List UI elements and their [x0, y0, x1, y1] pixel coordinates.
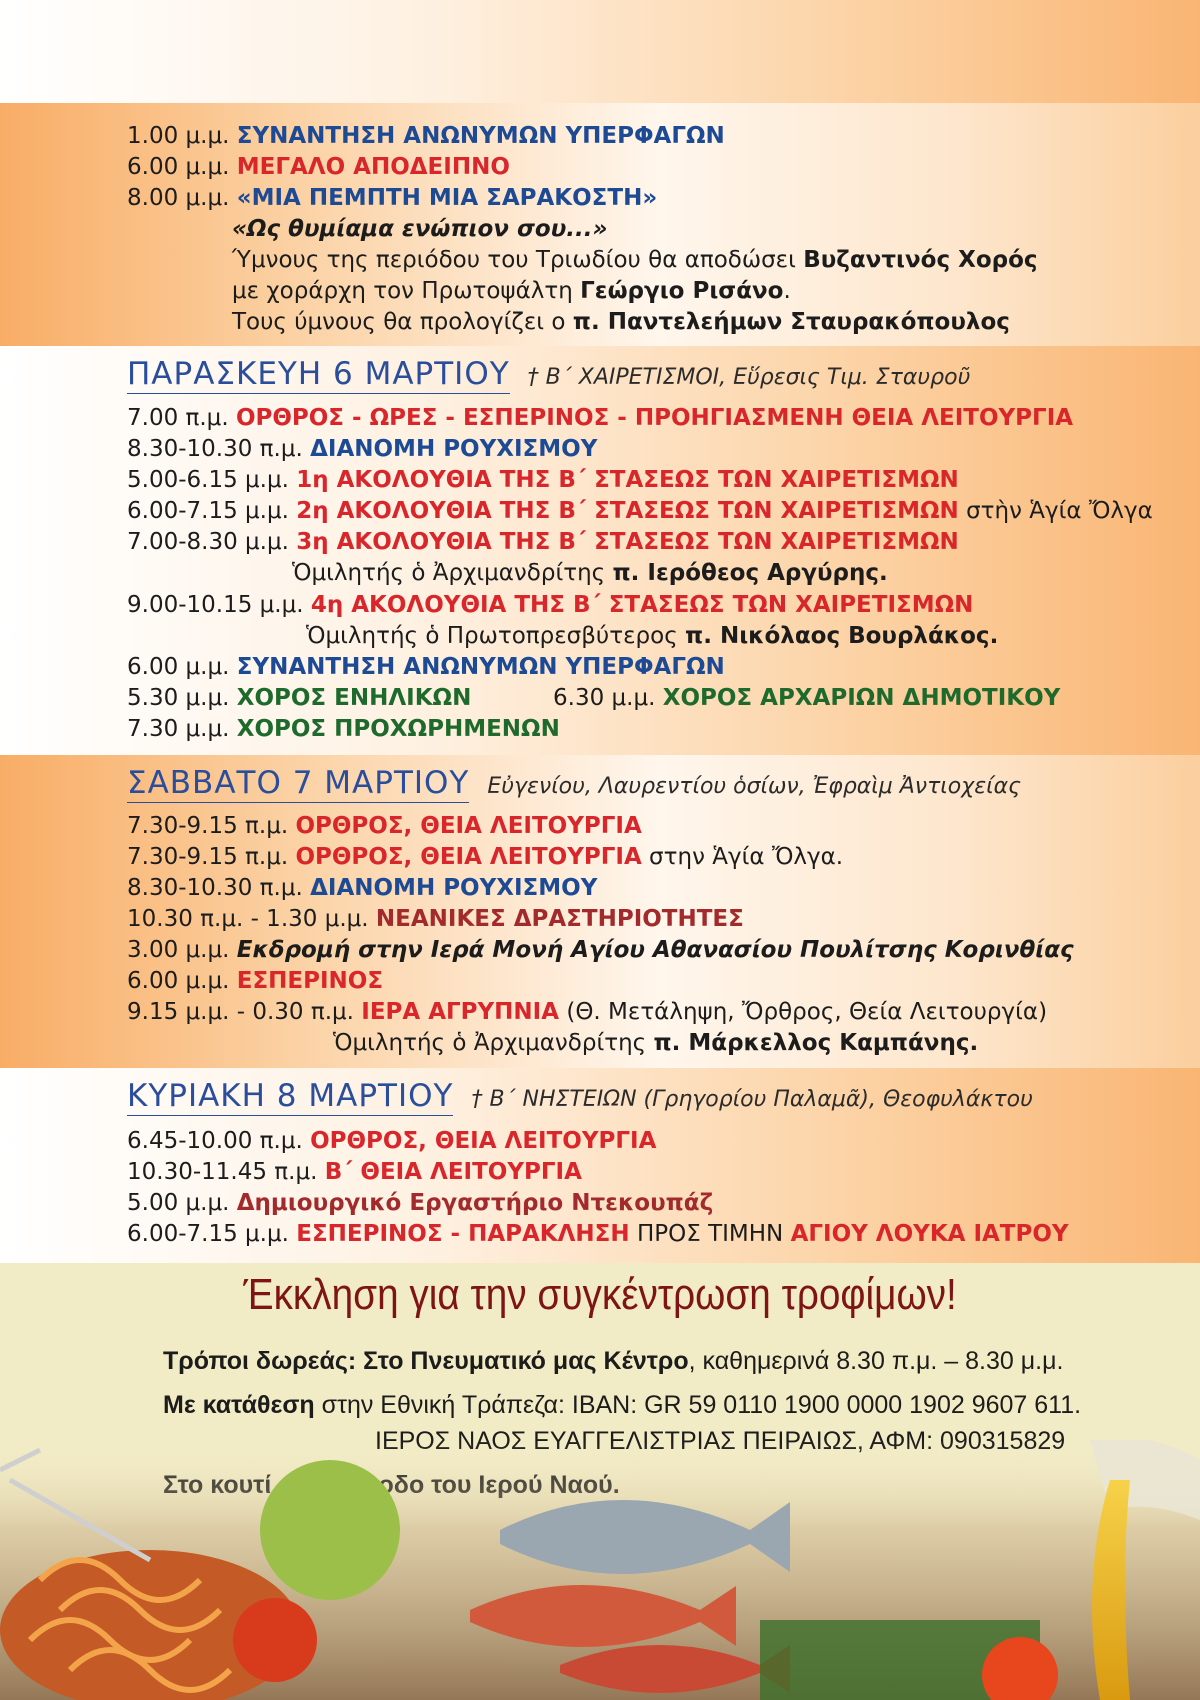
friday-item-2: 8.30-10.30 π.μ. ΔΙΑΝΟΜΗ ΡΟΥΧΙΣΜΟΥ	[127, 436, 598, 462]
thursday-item-1: 1.00 μ.μ. ΣΥΝΑΝΤΗΣΗ ΑΝΩΝΥΜΩΝ ΥΠΕΡΦΑΓΩΝ	[127, 123, 725, 149]
thursday-item-3: 8.00 μ.μ. «ΜΙΑ ΠΕΜΠΤΗ ΜΙΑ ΣΑΡΑΚΟΣΤΗ»	[127, 185, 658, 211]
appeal-title: Έκκληση για την συγκέντρωση τροφίμων!	[243, 1270, 957, 1319]
sunday-item-3: 5.00 μ.μ. Δημιουργικό Εργαστήριο Ντεκουπάζ	[127, 1190, 714, 1216]
friday-title: ΠΑΡΑΣΚΕΥΗ 6 ΜΑΡΤΙΟΥ	[127, 356, 510, 392]
sunday-feast: † Β΄ ΝΗΣΤΕΙΩΝ (Γρηγορίου Παλαμᾶ), Θεοφυλάκτου	[471, 1087, 1033, 1112]
saturday-header	[127, 765, 1021, 801]
saturday-speaker: Ὁμιλητής ὁ Ἀρχιμανδρίτης π. Μάρκελλος Καμπάνης.	[333, 1030, 979, 1056]
saturday-item-4: 10.30 π.μ. - 1.30 μ.μ. ΝΕΑΝΙΚΕΣ ΔΡΑΣΤΗΡΙΟΤΗΤΕΣ	[127, 906, 744, 932]
saturday-item-2: 7.30-9.15 π.μ. ΟΡΘΡΟΣ, ΘΕΙΑ ΛΕΙΤΟΥΡΓΙΑ στην Ἁγία Ὄλγα.	[127, 844, 844, 870]
friday-item-6: 9.00-10.15 μ.μ. 4η ΑΚΟΛΟΥΘΙΑ ΤΗΣ Β΄ ΣΤΑΣΕΩΣ ΤΩΝ ΧΑΙΡΕΤΙΣΜΩΝ	[127, 592, 974, 618]
sunday-item-2: 10.30-11.45 π.μ. Β΄ ΘΕΙΑ ΛΕΙΤΟΥΡΓΙΑ	[127, 1159, 582, 1185]
sunday-header	[127, 1078, 1033, 1114]
top-band	[0, 0, 1200, 103]
friday-item-10: 7.30 μ.μ. ΧΟΡΟΣ ΠΡΟΧΩΡΗΜΕΝΩΝ	[127, 716, 560, 742]
friday-item-1: 7.00 π.μ. ΟΡΘΡΟΣ - ΩΡΕΣ - ΕΣΠΕΡΙΝΟΣ - ΠΡΟΗΓΙΑΣΜΕΝΗ ΘΕΙΑ ΛΕΙΤΟΥΡΓΙΑ	[127, 405, 1074, 431]
friday-speaker-1: Ὁμιλητής ὁ Ἀρχιμανδρίτης π. Ιερόθεος Αργύρης.	[292, 560, 888, 586]
friday-feast: † Β΄ ΧΑΙΡΕΤΙΣΜΟΙ, Εὕρεσις Τιμ. Σταυροῦ	[527, 365, 971, 390]
food-illustration	[0, 1440, 1200, 1700]
tomato	[233, 1598, 317, 1682]
saturday-feast: Εὐγενίου, Λαυρεντίου ὁσίων, Ἐφραὶμ Ἀντιοχείας	[487, 774, 1021, 799]
friday-item-5: 7.00-8.30 μ.μ. 3η ΑΚΟΛΟΥΘΙΑ ΤΗΣ Β΄ ΣΤΑΣΕΩΣ ΤΩΝ ΧΑΙΡΕΤΙΣΜΩΝ	[127, 529, 959, 555]
thursday-quote: «Ως θυμίαμα ενώπιον σου...»	[232, 216, 608, 242]
friday-item-9: 6.30 μ.μ. ΧΟΡΟΣ ΑΡΧΑΡΙΩΝ ΔΗΜΟΤΙΚΟΥ	[553, 685, 1061, 711]
appeal-line-2: Με κατάθεση στην Εθνική Τράπεζα: IBAN: GR 59 0110 1900 0000 1902 9607 611.	[163, 1391, 1082, 1419]
friday-item-8: 5.30 μ.μ. ΧΟΡΟΣ ΕΝΗΛΙΚΩΝ	[127, 685, 472, 711]
friday-item-7: 6.00 μ.μ. ΣΥΝΑΝΤΗΣΗ ΑΝΩΝΥΜΩΝ ΥΠΕΡΦΑΓΩΝ	[127, 654, 725, 680]
appeal-line-1: Τρόποι δωρεάς: Στο Πνευματικό μας Κέντρο, καθημερινά 8.30 π.μ. – 8.30 μ.μ.	[163, 1347, 1064, 1375]
saturday-item-7: 9.15 μ.μ. - 0.30 π.μ. ΙΕΡΑ ΑΓΡΥΠΝΙΑ (Θ. Μετάληψη, Ὄρθρος, Θεία Λειτουργία)	[127, 999, 1048, 1025]
saturday-item-1: 7.30-9.15 π.μ. ΟΡΘΡΟΣ, ΘΕΙΑ ΛΕΙΤΟΥΡΓΙΑ	[127, 813, 642, 839]
sunday-item-4: 6.00-7.15 μ.μ. ΕΣΠΕΡΙΝΟΣ - ΠΑΡΑΚΛΗΣΗ ΠΡΟΣ ΤΙΜΗΝ ΑΓΙΟΥ ΛΟΥΚΑ ΙΑΤΡΟΥ	[127, 1221, 1069, 1247]
thursday-detail-2: με χοράρχη τον Πρωτοψάλτη Γεώργιο Ρισάνο.	[232, 278, 791, 304]
friday-speaker-2: Ὁμιλητής ὁ Πρωτοπρεσβύτερος π. Νικόλαος Βουρλάκος.	[306, 623, 999, 649]
thursday-detail-3: Τους ύμνους θα προλογίζει ο π. Παντελεήμων Σταυρακόπουλος	[232, 309, 1010, 335]
sunday-item-1: 6.45-10.00 π.μ. ΟΡΘΡΟΣ, ΘΕΙΑ ΛΕΙΤΟΥΡΓΙΑ	[127, 1128, 657, 1154]
friday-item-4: 6.00-7.15 μ.μ. 2η ΑΚΟΛΟΥΘΙΑ ΤΗΣ Β΄ ΣΤΑΣΕΩΣ ΤΩΝ ΧΑΙΡΕΤΙΣΜΩΝ στὴν Ἁγία Ὄλγα	[127, 498, 1153, 524]
apple	[260, 1460, 400, 1600]
thursday-item-2: 6.00 μ.μ. ΜΕΓΑΛΟ ΑΠΟΔΕΙΠΝΟ	[127, 154, 510, 180]
friday-header	[127, 356, 970, 392]
saturday-title: ΣΑΒΒΑΤΟ 7 ΜΑΡΤΙΟΥ	[127, 765, 470, 801]
saturday-item-3: 8.30-10.30 π.μ. ΔΙΑΝΟΜΗ ΡΟΥΧΙΣΜΟΥ	[127, 875, 598, 901]
friday-item-3: 5.00-6.15 μ.μ. 1η ΑΚΟΛΟΥΘΙΑ ΤΗΣ Β΄ ΣΤΑΣΕΩΣ ΤΩΝ ΧΑΙΡΕΤΙΣΜΩΝ	[127, 467, 959, 493]
saturday-item-6: 6.00 μ.μ. ΕΣΠΕΡΙΝΟΣ	[127, 968, 384, 994]
sunday-title: ΚΥΡΙΑΚΗ 8 ΜΑΡΤΙΟΥ	[127, 1078, 454, 1114]
thursday-detail-1: Ύμνους της περιόδου του Τριωδίου θα αποδώσει Βυζαντινός Χορός	[232, 247, 1038, 273]
saturday-item-5: 3.00 μ.μ. Εκδρομή στην Ιερά Μονή Αγίου Αθανασίου Πουλίτσης Κορινθίας	[127, 937, 1074, 963]
